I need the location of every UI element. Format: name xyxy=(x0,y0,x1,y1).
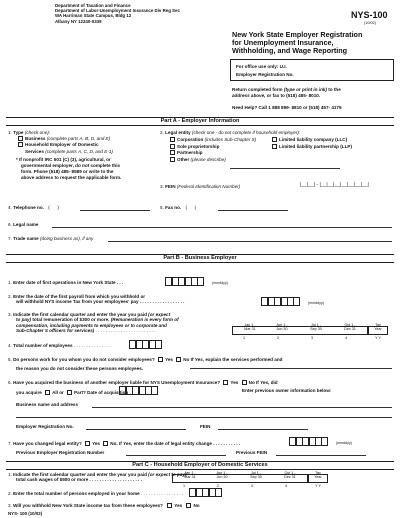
q6-employer-reg-label: Employer Registration No. xyxy=(16,424,74,429)
partb-q-label-year: Tax Year xyxy=(374,323,382,332)
return-instructions: Return completed form (type or print in ink) to the address above, or fax to (518) 485- 8010. xyxy=(232,87,341,98)
legal-name-input[interactable] xyxy=(52,227,392,228)
llc-checkbox[interactable] xyxy=(272,137,277,142)
part-a-q6: 6. Legal name xyxy=(8,222,39,227)
mmddyy-label-3: (mmddyy) xyxy=(336,441,352,445)
sole-proprietorship-checkbox[interactable] xyxy=(170,144,175,149)
part-c-q3: 3. Will you withhold New York State income tax from these employees? Yes No xyxy=(8,503,200,508)
q6-yes-checkbox[interactable] xyxy=(223,380,228,385)
partb-q-label-2[interactable]: Apr 1 - Jun 30 xyxy=(276,323,288,332)
part-a-q2-right: Limited liability company (LLC) Limited liability partnership (LLP) xyxy=(272,137,352,151)
q6-no-checkbox[interactable] xyxy=(242,380,247,385)
previous-registration-number-input[interactable] xyxy=(126,455,226,456)
fax-input[interactable] xyxy=(218,210,288,211)
q7-prev-fein-label: Previous FEIN xyxy=(236,450,268,455)
agency-address xyxy=(55,3,180,24)
partc-q3-yes-checkbox[interactable] xyxy=(167,503,172,508)
mmddyy-label-2: (mmddyy) xyxy=(308,301,324,305)
part-a-q5: 5. Fax no. ( ) xyxy=(160,205,197,210)
part-c-q2: 2. Enter the total number of persons employed in your home . . . . . . . . . . . . . . . . . xyxy=(8,491,184,496)
previous-owner-address-input[interactable] xyxy=(16,417,392,418)
q6-part-checkbox[interactable] xyxy=(67,390,72,395)
q6-business-name-label: Business name and address xyxy=(16,402,79,407)
previous-fein-input[interactable] xyxy=(218,429,308,430)
dept-line-2: Department of Labor-Unemployment Insurance Div Reg Sec xyxy=(55,8,180,14)
total-employees-input[interactable] xyxy=(130,340,162,349)
first-payroll-date-input[interactable] xyxy=(262,297,300,306)
footer-form-id: NYS- 100 (10/02) xyxy=(8,511,43,516)
partb-q-label-3[interactable]: Jul 1 - Sep 30 xyxy=(310,323,322,332)
part-c-q1: 1. Indicate the first calendar quarter and enter the year you paid (or expect to pay) total cash wages of $500 or more . . . . . . . . . . . . . . . . . . . . . xyxy=(8,472,187,483)
other-entity-describe-line[interactable] xyxy=(230,168,340,169)
form-date: (10/02) xyxy=(364,21,377,25)
dept-line-1: Department of Taxation and Finance xyxy=(55,3,131,8)
part-c-title: Part C - Household Employer of Domestic Services xyxy=(132,462,268,468)
partc-q-num-4: 4 xyxy=(284,484,288,488)
part-b-title-rule xyxy=(6,262,394,263)
partb-q-num-2: 2 xyxy=(276,336,280,340)
part-b-q5: 5. Do persons work for you whom you do not consider employees? Yes No If Yes, explain the services performed and the reason you do not consider these persons employees. xyxy=(8,357,283,371)
form-number: NYS-100 xyxy=(351,10,388,20)
fein-input[interactable]: |__|__| - |__|__|__|__|__|__|__| xyxy=(300,182,369,188)
telephone-input[interactable] xyxy=(80,210,150,211)
part-a-q7: 7. Trade name (doing business as), if any xyxy=(8,236,94,241)
partc-q-label-year: Tax Year xyxy=(314,471,322,480)
previous-employer-reg-input[interactable] xyxy=(86,429,186,430)
dept-line-4: Albany NY 12240-0339 xyxy=(55,18,102,24)
title-line-1: New York State Employer Registration xyxy=(232,30,363,39)
q6-all-checkbox[interactable] xyxy=(45,390,50,395)
mmddyy-label-1: (mmddyy) xyxy=(212,281,228,285)
part-b-q6: 6. Have you acquired the business of another employer liable for NYS Unemployment Insurance? Yes No If Yes, did you acquire All or Part? Date of acquisition xyxy=(8,380,278,395)
q5-no-checkbox[interactable] xyxy=(176,357,181,362)
part-b-q4: 4. Total number of employees . . . . . . . . . . . . . . . xyxy=(8,343,111,348)
part-c-title-rule xyxy=(6,469,394,470)
part-b-q1: 1. Enter date of first operations in New York State . . . xyxy=(8,280,124,285)
partb-q-label-4[interactable]: Oct 1 - Dec 31 xyxy=(344,323,356,332)
form-title xyxy=(232,31,362,55)
partc-q-label-1[interactable]: Jan 1 - Mar 31 xyxy=(184,471,196,480)
partc-q-label-2[interactable]: Apr 1 - Jun 30 xyxy=(216,471,228,480)
part-a-q4: 4. Telephone no. ( ) xyxy=(8,205,59,210)
household-checkbox[interactable] xyxy=(18,142,23,147)
q7-no-checkbox[interactable] xyxy=(103,441,108,446)
q5-yes-checkbox[interactable] xyxy=(158,357,163,362)
corporation-checkbox[interactable] xyxy=(170,137,175,142)
partb-q-label-1[interactable]: Jan 1 - Mar 31 xyxy=(244,323,256,332)
part-b-title: Part B - Business Employer xyxy=(163,255,237,261)
first-operations-date-input[interactable] xyxy=(166,277,204,286)
partc-q-label-3[interactable]: Jul 1 - Sep 30 xyxy=(250,471,262,480)
part-a-title-rule xyxy=(6,125,394,126)
part-b-q7: 7. Have you changed legal entity? Yes No. If Yes, enter the date of legal entity change . . . . . . . . . . . xyxy=(8,441,241,446)
partb-q-num-year: Y Y xyxy=(375,336,381,340)
title-line-3: Withholding, and Wage Reporting xyxy=(232,46,348,55)
q6-fein-label: FEIN xyxy=(200,424,211,429)
partb-q-num-4: 4 xyxy=(344,336,348,340)
partc-q-label-4[interactable]: Oct 1 - Dec 31 xyxy=(284,471,296,480)
dept-line-3: WA Harriman State Campus, Bldg 12 xyxy=(55,13,132,19)
business-checkbox[interactable] xyxy=(18,136,23,141)
part-a-q2: 2. Legal entity (check one - do not complete if household employer): Corporation (includes Sub-Chapter S) Sole proprietorship Partnership Other (please describe) xyxy=(160,130,301,163)
partnership-checkbox[interactable] xyxy=(170,150,175,155)
previous-owner-name-input[interactable] xyxy=(92,407,392,408)
part-a-title: Part A - Employer Information xyxy=(160,118,240,124)
partc-q-num-3: 3 xyxy=(250,484,254,488)
household-employees-input[interactable] xyxy=(190,488,222,497)
partb-q-num-1: 1 xyxy=(242,336,246,340)
partc-q-num-2: 2 xyxy=(216,484,220,488)
q5-explain-line[interactable] xyxy=(190,368,392,369)
trade-name-input[interactable] xyxy=(108,241,392,242)
q7-previous-fein-input[interactable] xyxy=(276,455,366,456)
partc-q3-no-checkbox[interactable] xyxy=(186,503,191,508)
q7-yes-checkbox[interactable] xyxy=(85,441,90,446)
q7-prev-reg-label: Previous Employer Registration Number xyxy=(16,450,105,455)
acquisition-date-input[interactable] xyxy=(120,386,158,395)
help-line: Need Help? Call 1 888 899- 8810 or (518) 457- 4179 xyxy=(232,105,342,110)
office-use-line-2: Employer Registration No. xyxy=(236,72,294,77)
part-b-q3: 3. Indicate the first calendar quarter and enter the year you paid (or expect to pay) total remuneration of $300 or more. (Remuneration is every form of compensation, including payments to employees or to corporate and Sub-Chapter S officers for services) . . . . . . . . . . . . . . . . . . . . . . . . xyxy=(8,312,179,334)
part-a-q1: 1. Type (check one): Business (complete parts A, B, D, and E) Household Employer of Domestic Services (complete parts A, C, D, and E-1) * If nonprofit IRC 501 (C) (3), agricultural, or governmental employer, do not complete this form. Phone (518) 485- 8589 or write to the above address to request the applicable form. xyxy=(8,130,122,181)
office-use-box xyxy=(230,59,394,81)
part-b-q2: 2. Enter the date of the first payroll from which you withhold or will withhold NYS income Tax from your employees' pay . . . . . . . . . . . . . . . . . . xyxy=(8,294,185,305)
partc-q-num-1: 1 xyxy=(182,484,186,488)
llp-checkbox[interactable] xyxy=(272,144,277,149)
title-line-2: for Unemployment Insurance, xyxy=(232,38,334,47)
partb-q-num-3: 3 xyxy=(310,336,314,340)
part-a-q3: 3. FEIN (Federal Identification Number) xyxy=(160,184,241,189)
q6-previous-owner-label: Enter previous owner information below: xyxy=(242,388,332,393)
partc-q-num-year: Y Y xyxy=(315,484,321,488)
other-entity-checkbox[interactable] xyxy=(170,157,175,162)
office-use-line-1: For office use only: U.I. xyxy=(236,64,287,69)
entity-change-date-input[interactable] xyxy=(290,437,328,446)
